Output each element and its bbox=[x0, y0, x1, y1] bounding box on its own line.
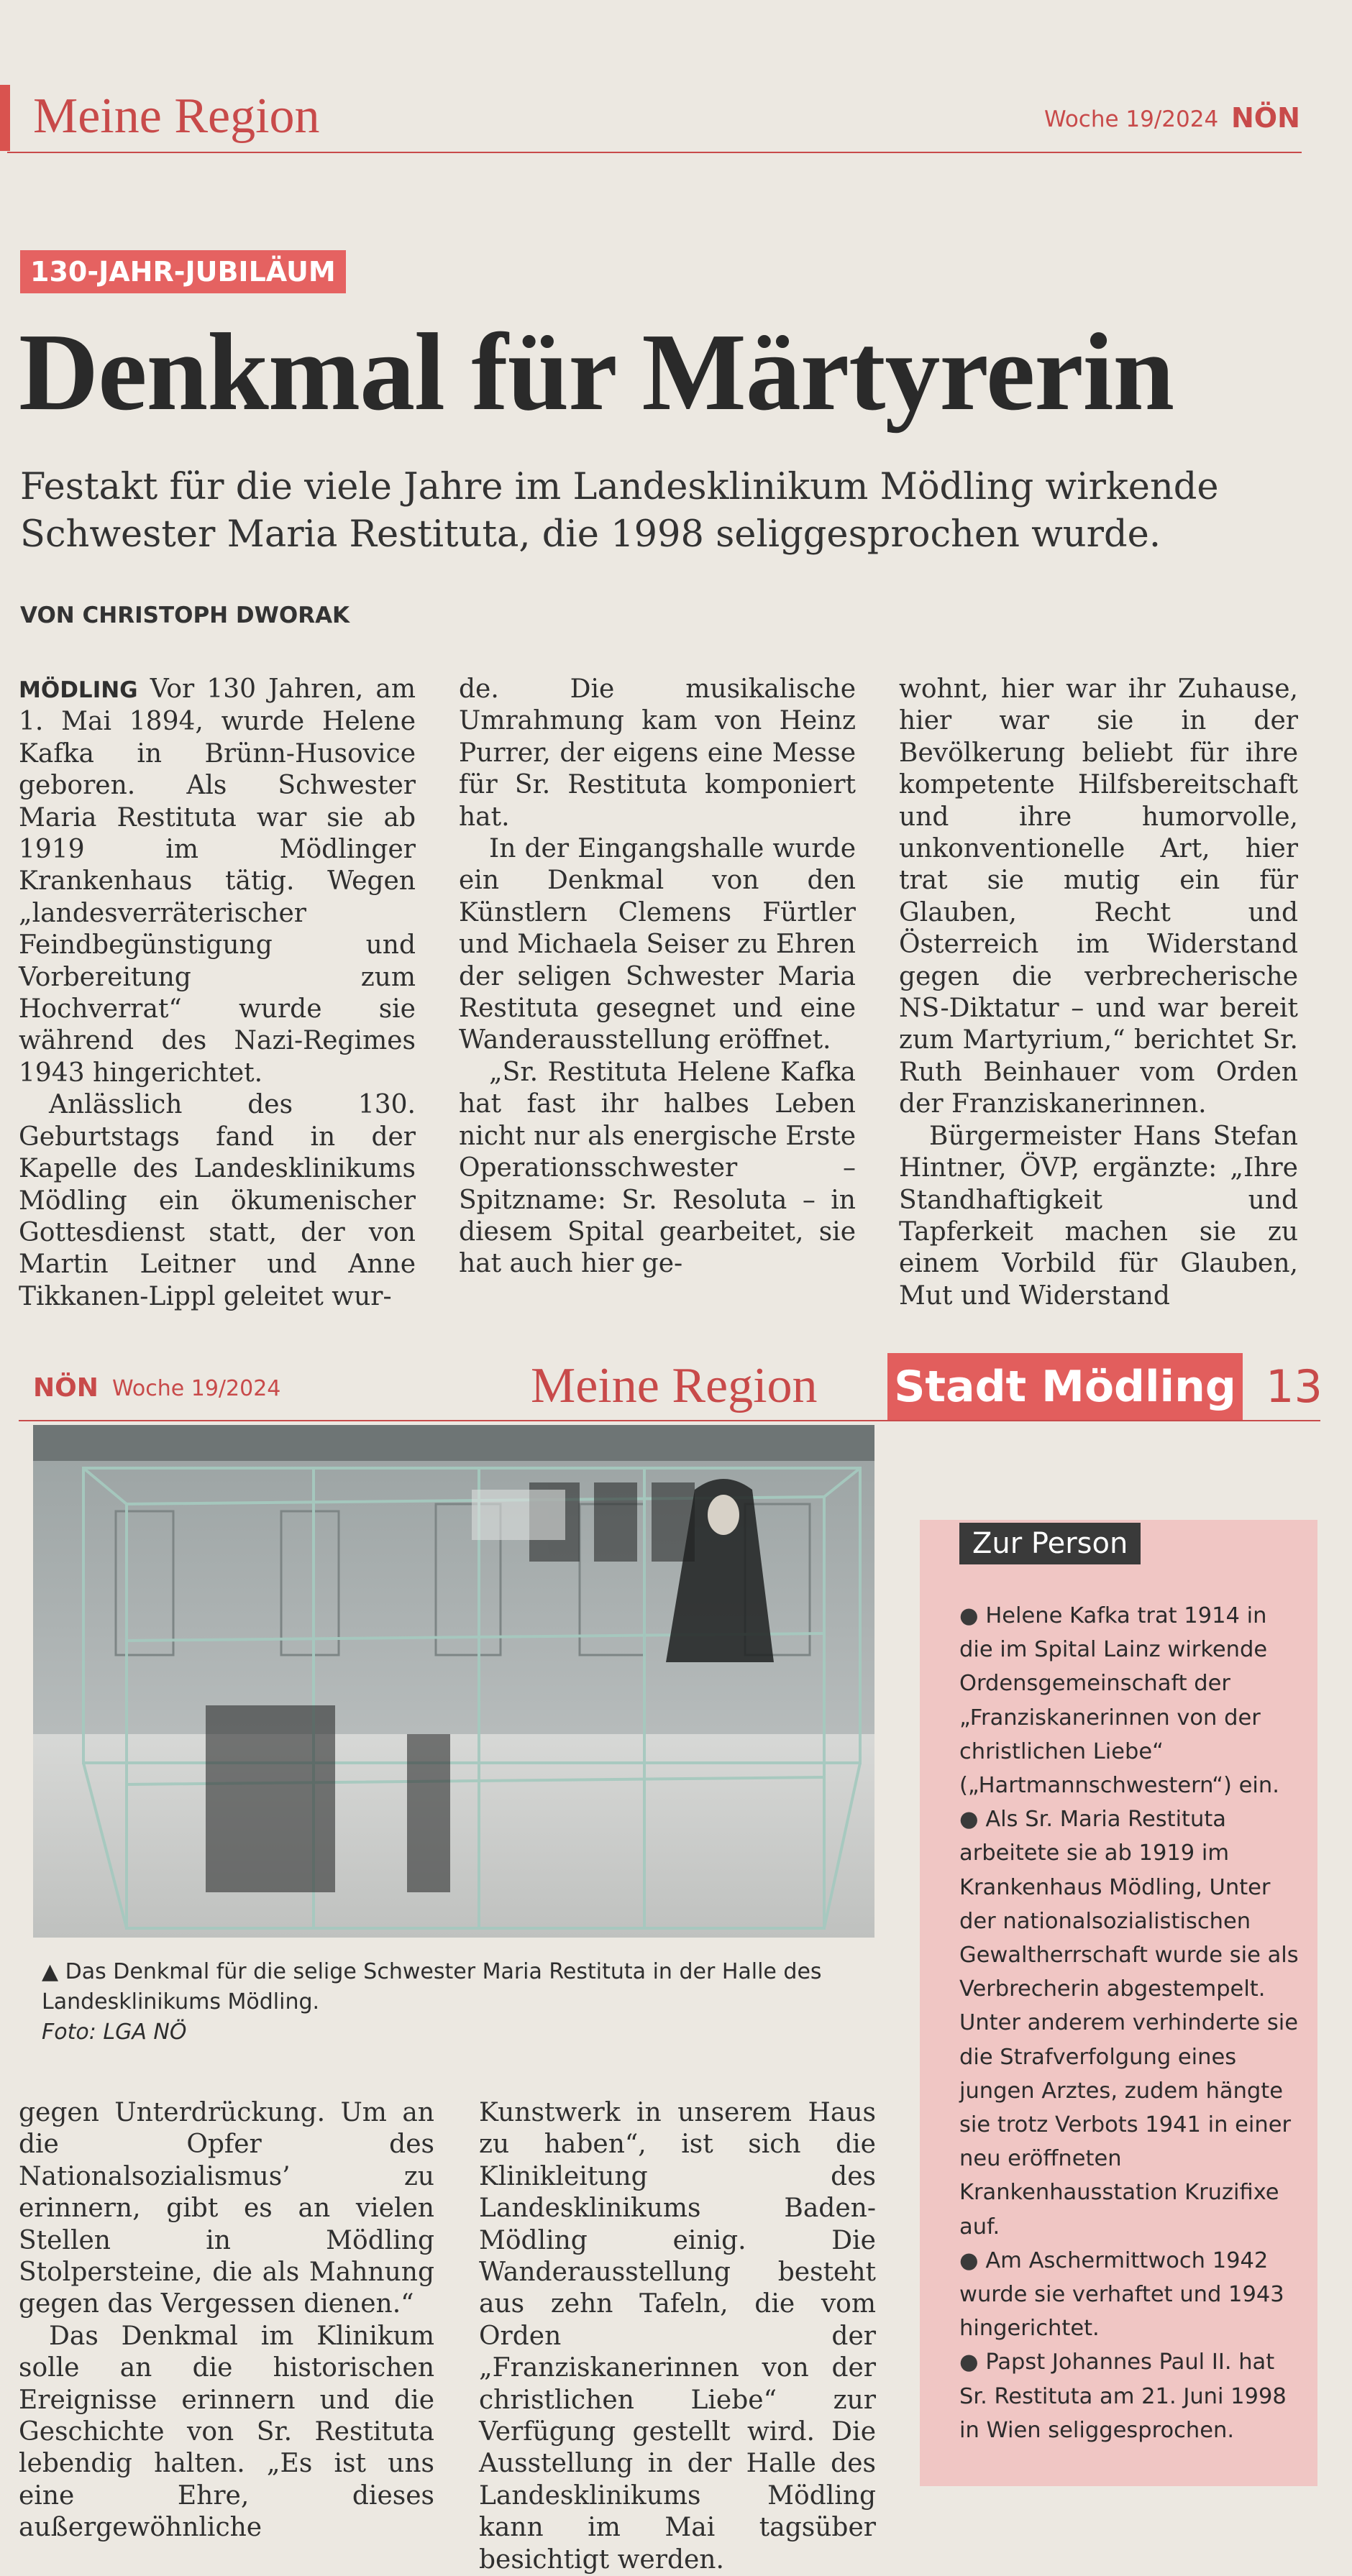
caption-text: Das Denkmal für die selige Schwester Maria Restituta in der Halle des Landesklinikums Mödling. bbox=[42, 1959, 822, 2014]
section-title: Meine Region bbox=[33, 88, 320, 144]
brand-logo: NÖN bbox=[1231, 102, 1300, 134]
list-item: ● Helene Kafka trat 1914 in die im Spital Lainz wirkende Ordensgemeinschaft der „Franziskanerinnen von der christlichen Liebe“ („Hartmannschwestern“) ein. bbox=[959, 1599, 1305, 1802]
paragraph: Bürgermeister Hans Stefan Hintner, ÖVP, ergänzte: „Ihre Standhaftigkeit und Tapferkeit machen sie zu einem Vorbild für Glauben, Mut und Widerstand bbox=[899, 1121, 1298, 1311]
article-column-4 bbox=[19, 2097, 434, 2544]
paragraph: de. Die musikalische Umrahmung kam von Heinz Purrer, der eigens eine Messe für Sr. Restituta komponiert hat. bbox=[459, 674, 856, 832]
header-rule bbox=[7, 152, 1302, 153]
article-subheadline: Festakt für die viele Jahre im Landesklinikum Mödling wirkende Schwester Maria Restituta, die 1998 seliggesprochen wurde. bbox=[20, 466, 1219, 556]
article-column-2 bbox=[459, 674, 856, 1280]
article-column-1 bbox=[19, 674, 416, 1313]
subsection-badge: Stadt Mödling bbox=[887, 1353, 1243, 1421]
caption-triangle-icon: ▲ bbox=[42, 1959, 59, 1984]
section-marker-bar bbox=[0, 85, 10, 151]
list-item: ● Als Sr. Maria Restituta arbeitete sie ab 1919 im Krankenhaus Mödling, Unter der nationalsozialistischen Gewaltherrschaft wurde sie als Verbrecherin abgestempelt. Unter anderem verhinderte sie die Strafverfolgung eines jungen Arztes, zudem hängte sie trotz Verbots 1941 in einer neu eröffneten Krankenhausstation Kruzifixe auf. bbox=[959, 1802, 1305, 2244]
paragraph: Das Denkmal im Klinikum solle an die historischen Ereignisse erinnern und die Geschichte von Sr. Restituta lebendig halten. „Es ist uns eine Ehre, dieses außergewöhnliche bbox=[19, 2321, 434, 2543]
paragraph: Anlässlich des 130. Geburtstags fand in der Kapelle des Landesklinikums Mödling ein ökumenischer Gottesdienst statt, der von Martin Leitner und Anne Tikkanen-Lippl geleitet wur- bbox=[19, 1090, 416, 1311]
photo-caption bbox=[42, 1957, 876, 2048]
info-box-title: Zur Person bbox=[959, 1523, 1141, 1564]
list-item: ● Papst Johannes Paul II. hat Sr. Restituta am 21. Juni 1998 in Wien seliggesprochen. bbox=[959, 2345, 1305, 2447]
info-box-list bbox=[959, 1599, 1305, 2447]
kicker-badge: 130-JAHR-JUBILÄUM bbox=[20, 250, 346, 293]
paragraph: Kunstwerk in unserem Haus zu haben“, ist sich die Klinikleitung des Landesklinikums Baden-Mödling einig. Die Wanderausstellung besteht aus zehn Tafeln, die vom Orden der „Franziskanerinnen von der christlichen Liebe“ zur Verfügung gestellt wird. Die Ausstellung in der Halle des Landesklinikums Mödling kann im Mai tagsüber besichtigt werden. bbox=[479, 2098, 876, 2575]
paragraph: MÖDLING Vor 130 Jahren, am 1. Mai 1894, wurde Helene Kafka in Brünn-Husovice geboren. Als Schwester Maria Restituta war sie ab 1919 im Mödlinger Krankenhaus tätig. Wegen „landesverräterischer Feindbegünstigung und Vorbereitung zum Hochverrat“ wurde sie während des Nazi-Regimes 1943 hingerichtet. bbox=[19, 674, 416, 1088]
section-title-bottom: Meine Region bbox=[531, 1358, 818, 1413]
paragraph: In der Eingangshalle wurde ein Denkmal von den Künstlern Clemens Fürtler und Michaela Seiser zu Ehren der seligen Schwester Maria Restituta gesegnet und eine Wanderausstellung eröffnet. bbox=[459, 834, 856, 1055]
article-column-5 bbox=[479, 2097, 876, 2576]
paragraph: wohnt, hier war ihr Zuhause, hier war sie in der Bevölkerung beliebt für ihre kompetente Hilfsbereitschaft und ihre humorvolle, unkonventionelle Art, hier trat sie mutig ein für Glauben, Recht und Österreich im Widerstand gegen die verbrecherische NS-Diktatur – und war bereit zum Martyrium,“ berichtet Sr. Ruth Beinhauer vom Orden der Franziskanerinnen. bbox=[899, 674, 1298, 1119]
issue-week-bottom: Woche 19/2024 bbox=[112, 1376, 281, 1401]
brand-logo-bottom: NÖN bbox=[33, 1373, 99, 1403]
photo-credit: Foto: LGA NÖ bbox=[42, 2020, 187, 2045]
list-item: ● Am Aschermittwoch 1942 wurde sie verhaftet und 1943 hingerichtet. bbox=[959, 2244, 1305, 2346]
issue-week: Woche 19/2024 bbox=[1044, 106, 1219, 132]
memorial-photo bbox=[33, 1425, 874, 1938]
dateline: MÖDLING bbox=[19, 677, 138, 703]
header-rule-bottom bbox=[19, 1420, 1320, 1421]
article-headline: Denkmal für Märtyrerin bbox=[19, 311, 1174, 434]
article-column-3 bbox=[899, 674, 1298, 1312]
paragraph: „Sr. Restituta Helene Kafka hat fast ihr halbes Leben nicht nur als energische Erste Operationsschwester – Spitzname: Sr. Resoluta – in diesem Spital gearbeitet, sie hat auch hier ge- bbox=[459, 1057, 856, 1279]
paragraph: gegen Unterdrückung. Um an die Opfer des Nationalsozialismus’ zu erinnern, gibt es an vielen Stellen in Mödling Stolpersteine, die als Mahnung gegen das Vergessen dienen.“ bbox=[19, 2098, 434, 2319]
byline: VON CHRISTOPH DWORAK bbox=[20, 602, 350, 628]
page-number: 13 bbox=[1266, 1360, 1323, 1413]
